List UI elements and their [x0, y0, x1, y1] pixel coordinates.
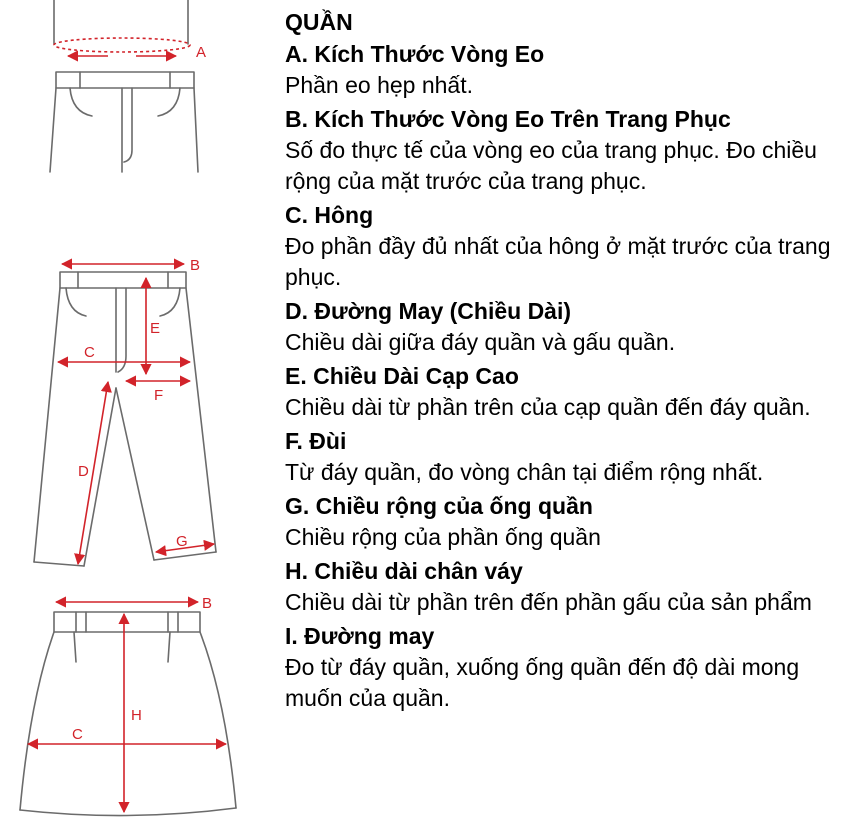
item-title: D. Đường May (Chiều Dài)	[285, 298, 572, 324]
item-desc: Số đo thực tế của vòng eo của trang phục. Đo chiều rộng của mặt trước của trang phục.	[285, 137, 817, 194]
guide-item-g	[285, 490, 860, 553]
item-title: E. Chiều Dài Cạp Cao	[285, 363, 519, 389]
label-f: F	[154, 387, 164, 404]
guide-item-f	[285, 425, 860, 488]
item-title: G. Chiều rộng của ống quần	[285, 493, 593, 519]
measurement-guide	[285, 6, 860, 716]
label-e: E	[150, 320, 161, 337]
label-a: A	[196, 44, 207, 61]
label-c: C	[84, 344, 95, 361]
item-desc: Chiều dài từ phần trên của cạp quần đến đáy quần.	[285, 394, 811, 420]
waist-figure	[50, 0, 206, 172]
skirt-outline	[20, 612, 236, 816]
measurement-figures	[0, 0, 280, 828]
item-title: F. Đùi	[285, 428, 347, 454]
item-desc: Chiều rộng của phần ống quần	[285, 524, 601, 550]
section-heading: QUẦN	[285, 9, 353, 35]
item-title: I. Đường may	[285, 623, 435, 649]
skirt-label-h: H	[131, 707, 142, 724]
label-g: G	[176, 533, 188, 550]
label-d: D	[78, 463, 89, 480]
item-desc: Đo từ đáy quần, xuống ống quần đến độ dài mong muốn của quần.	[285, 654, 800, 711]
item-title: B. Kích Thước Vòng Eo Trên Trang Phục	[285, 106, 731, 132]
item-desc: Chiều dài từ phần trên đến phần gấu của sản phẩm	[285, 589, 812, 615]
item-desc: Phần eo hẹp nhất.	[285, 72, 473, 98]
guide-item-i	[285, 620, 860, 714]
guide-item-h	[285, 555, 860, 618]
item-title: H. Chiều dài chân váy	[285, 558, 523, 584]
item-title: C. Hông	[285, 202, 374, 228]
item-desc: Chiều dài giữa đáy quần và gấu quần.	[285, 329, 676, 355]
guide-item-c	[285, 199, 860, 293]
skirt-figure	[20, 595, 236, 816]
waist-dashed-loop	[54, 38, 190, 52]
item-desc: Đo phần đầy đủ nhất của hông ở mặt trước của trang phục.	[285, 233, 831, 290]
pants-figure	[34, 257, 216, 566]
item-title: A. Kích Thước Vòng Eo	[285, 41, 545, 67]
skirt-label-b: B	[202, 595, 213, 612]
guide-item-e	[285, 360, 860, 423]
label-b: B	[190, 257, 201, 274]
trousers-top-outline	[50, 72, 198, 172]
guide-item-a	[285, 38, 860, 101]
item-desc: Từ đáy quần, đo vòng chân tại điểm rộng nhất.	[285, 459, 764, 485]
pants-outline	[34, 272, 216, 566]
guide-item-d	[285, 295, 860, 358]
skirt-label-c: C	[72, 726, 83, 743]
figures-svg	[0, 0, 280, 828]
guide-item-b	[285, 103, 860, 197]
